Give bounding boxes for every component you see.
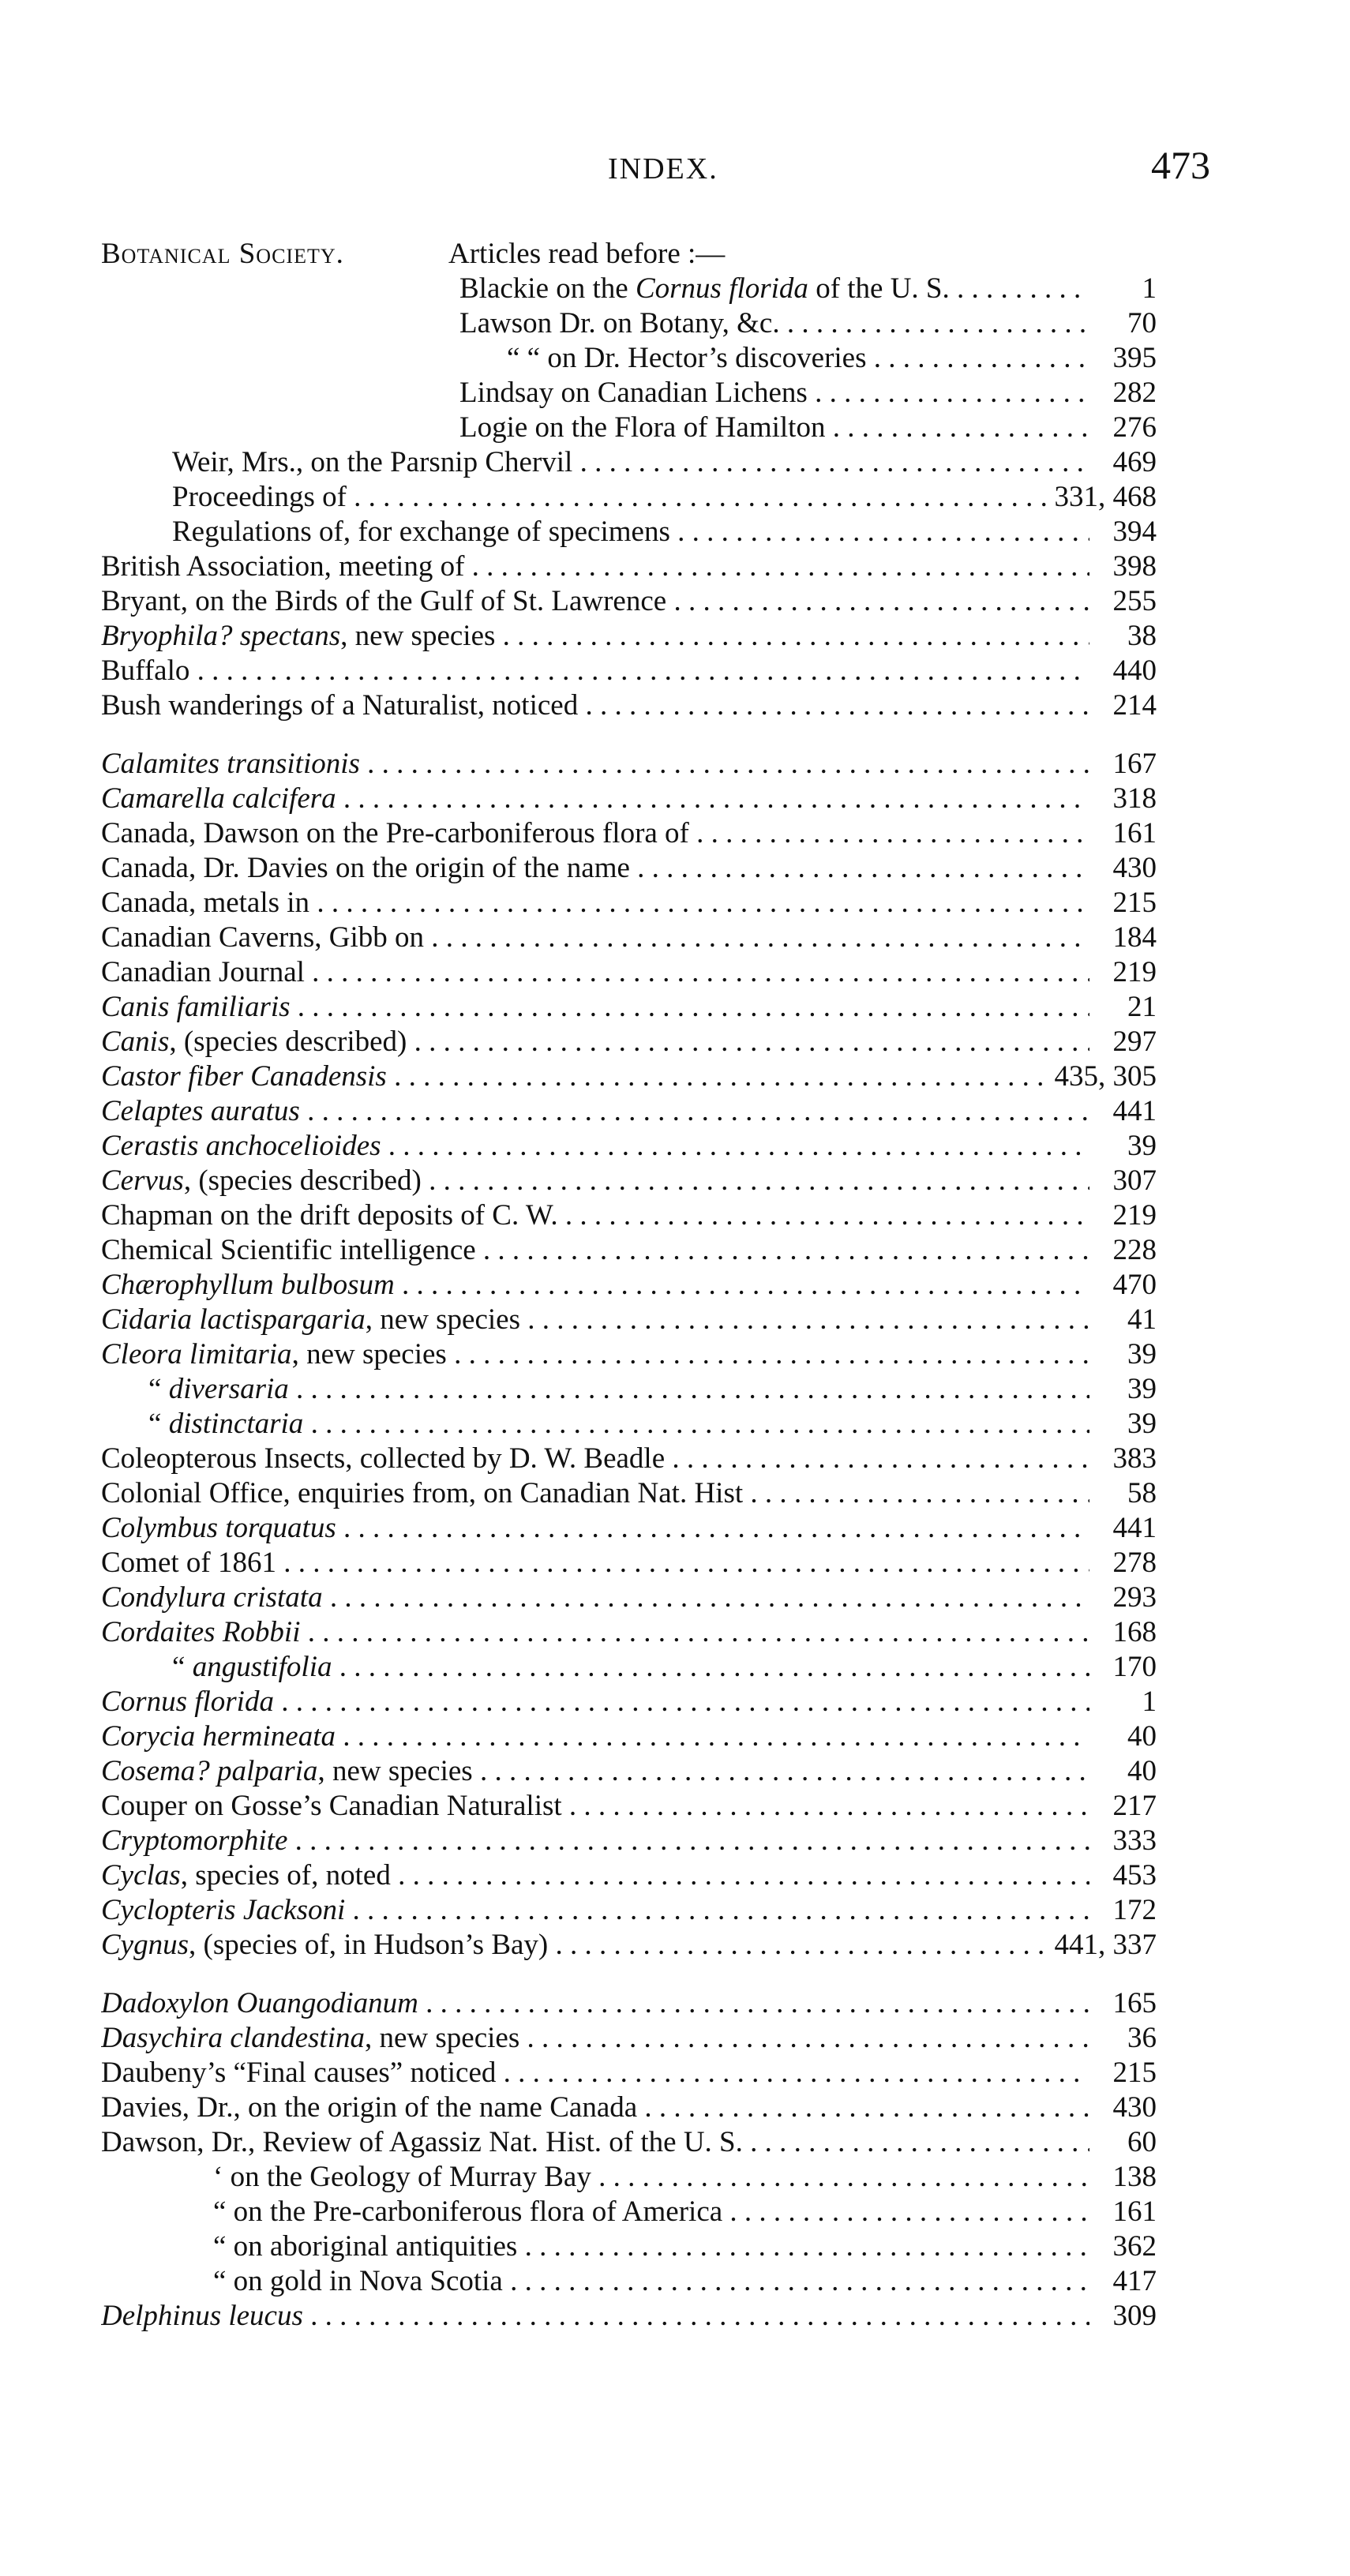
index-entry (0, 1754, 1350, 1789)
entry-text (101, 816, 1089, 851)
entry-text (101, 1893, 1089, 1928)
entry-italic-name: Cerastis anchocelioides (101, 1130, 381, 1162)
index-entry (0, 1546, 1350, 1580)
entry-page-number: 161 (1107, 2195, 1157, 2229)
entry-page-number: 165 (1107, 1986, 1157, 2021)
entry-page-number: 38 (1121, 619, 1157, 654)
entry-page-number: 441, 337 (1048, 1928, 1157, 1963)
entry-italic-name: Castor fiber Canadensis (101, 1060, 387, 1093)
entry-plain-text: Weir, Mrs., on the Parsnip Chervil (172, 446, 573, 478)
entry-page-number: 441 (1107, 1511, 1157, 1546)
entry-page-number: 70 (1121, 306, 1157, 341)
entry-plain-text: “ on aboriginal antiquities (213, 2230, 518, 2263)
entry-italic-name: Cygnus (101, 1929, 189, 1961)
entry-page-number: 1 (1136, 272, 1157, 306)
entry-text (172, 480, 1089, 515)
index-entry (0, 411, 1350, 445)
entry-plain-text: Canada, metals in (101, 887, 310, 919)
index-entry (0, 376, 1350, 411)
entry-page-number: 255 (1107, 584, 1157, 619)
entry-plain-text: Canadian Caverns, Gibb on (101, 921, 424, 954)
index-entry (0, 2229, 1350, 2264)
entry-text (101, 584, 1089, 619)
index-entry (0, 2264, 1350, 2299)
entry-text (459, 411, 1089, 445)
index-entry (0, 619, 1350, 654)
entry-page-number: 168 (1107, 1615, 1157, 1650)
entry-plain-text: “ (148, 1373, 169, 1405)
entry-text (101, 1986, 1089, 2021)
index-entry (0, 341, 1350, 376)
entry-text (213, 2229, 1089, 2264)
entry-trailing-text: , new species (317, 1755, 473, 1787)
entry-italic-name: angustifolia (192, 1651, 332, 1683)
entry-page-number: 331, 468 (1048, 480, 1157, 515)
entry-text (101, 1164, 1089, 1198)
entry-italic-name: Cryptomorphite (101, 1824, 288, 1857)
entry-italic-name: Cordaites Robbii (101, 1616, 301, 1648)
entry-text (101, 2125, 1089, 2160)
entry-italic-name: Cyclopteris Jacksoni (101, 1894, 346, 1926)
entry-text (101, 1824, 1089, 1858)
entry-trailing-text: , new species (364, 2022, 520, 2054)
index-entry (0, 1580, 1350, 1615)
entry-page-number: 417 (1107, 2264, 1157, 2299)
index-entry (0, 1615, 1350, 1650)
entry-page-number: 39 (1121, 1129, 1157, 1164)
entry-page-number: 214 (1107, 688, 1157, 723)
index-entry (0, 272, 1350, 306)
entry-page-number: 217 (1107, 1789, 1157, 1824)
entry-trailing-text: , new species (291, 1338, 447, 1370)
entry-text (101, 1129, 1089, 1164)
entry-text (101, 1094, 1089, 1129)
entry-page-number: 228 (1107, 1233, 1157, 1268)
index-entry (0, 1164, 1350, 1198)
entry-text (172, 515, 1089, 549)
entry-text (213, 2264, 1089, 2299)
index-entry (0, 1789, 1350, 1824)
index-entry (0, 1198, 1350, 1233)
entry-page-number: 362 (1107, 2229, 1157, 2264)
entry-text (101, 747, 1089, 782)
entry-italic-name: Condylura cristata (101, 1581, 323, 1614)
entry-text (101, 851, 1089, 886)
entry-italic-name: Celaptes auratus (101, 1095, 300, 1127)
index-entry (0, 1303, 1350, 1337)
index-entry (0, 1129, 1350, 1164)
entry-page-number: 333 (1107, 1824, 1157, 1858)
entry-page-number: 36 (1121, 2021, 1157, 2056)
entry-italic-name: Cidaria lactispargaria (101, 1303, 366, 1336)
entry-text (101, 2090, 1089, 2125)
entry-page-number: 215 (1107, 886, 1157, 921)
entry-text (101, 1928, 1089, 1963)
entry-page-number: 39 (1121, 1407, 1157, 1442)
entry-text (148, 1407, 1089, 1442)
entry-plain-text: Buffalo (101, 654, 190, 687)
index-entry (0, 1476, 1350, 1511)
entry-page-number: 278 (1107, 1546, 1157, 1580)
entry-plain-text: Canada, Dawson on the Pre-carboniferous flora of (101, 817, 689, 849)
entry-text (101, 955, 1089, 990)
entry-text (101, 1198, 1089, 1233)
entry-text (507, 341, 1089, 376)
entry-italic-name: Cornus florida (101, 1685, 274, 1718)
entry-page-number: 307 (1107, 1164, 1157, 1198)
index-entry (0, 1025, 1350, 1059)
entry-page-number: 219 (1107, 1198, 1157, 1233)
entry-plain-text: Bush wanderings of a Naturalist, noticed (101, 689, 579, 722)
index-entry (0, 851, 1350, 886)
entry-trailing-text: , (species described) (169, 1026, 407, 1058)
entry-text (101, 1511, 1089, 1546)
entry-text (101, 1303, 1089, 1337)
entry-italic-name: Camarella calcifera (101, 782, 336, 815)
entry-page-number: 21 (1121, 990, 1157, 1025)
entry-text (101, 1442, 1089, 1476)
entry-page-number: 453 (1107, 1858, 1157, 1893)
index-entry (0, 2056, 1350, 2090)
entry-plain-text: Canada, Dr. Davies on the origin of the name (101, 852, 630, 884)
entry-plain-text: Canadian Journal (101, 956, 305, 988)
entry-plain-text: Logie on the Flora of Hamilton (459, 411, 826, 444)
botanical-articles-label: Articles read before :— (448, 238, 726, 270)
entry-plain-text: “ (148, 1408, 169, 1440)
entry-italic-name: Cervus (101, 1164, 184, 1197)
entry-page-number: 39 (1121, 1372, 1157, 1407)
index-entry (0, 2160, 1350, 2195)
entry-text (101, 619, 1089, 654)
botanical-articles-subheading (448, 237, 725, 272)
entry-text (101, 1476, 1089, 1511)
entry-text (213, 2160, 1089, 2195)
entry-plain-text: Blackie on the (459, 272, 636, 305)
entry-text (101, 782, 1089, 816)
entry-page-number: 40 (1121, 1719, 1157, 1754)
entry-text (101, 1789, 1089, 1824)
entry-page-number: 282 (1107, 376, 1157, 411)
running-header-title: INDEX. (608, 152, 718, 186)
entry-page-number: 435, 305 (1048, 1059, 1157, 1094)
entry-plain-text: Dawson, Dr., Review of Agassiz Nat. Hist. of the U. S. (101, 2126, 743, 2158)
entry-plain-text: Chapman on the drift deposits of C. W. (101, 1199, 558, 1232)
entry-plain-text: Lindsay on Canadian Lichens (459, 377, 808, 409)
entry-page-number: 293 (1107, 1580, 1157, 1615)
entry-plain-text: Proceedings of (172, 481, 347, 513)
entry-italic-name: Delphinus leucus (101, 2300, 303, 2332)
entry-italic-name: Cleora limitaria (101, 1338, 292, 1370)
entry-page-number: 60 (1121, 2125, 1157, 2160)
entry-plain-text: Couper on Gosse’s Canadian Naturalist (101, 1790, 562, 1822)
entry-text (101, 1025, 1089, 1059)
index-entry (0, 2195, 1350, 2229)
entry-italic-name: Bryophila? spectans (101, 620, 341, 652)
entry-text (101, 1685, 1089, 1719)
entry-text (101, 990, 1089, 1025)
entry-text (172, 445, 1089, 480)
entry-text (101, 654, 1089, 688)
index-entry (0, 306, 1350, 341)
index-entry (0, 2299, 1350, 2334)
index-entry (0, 816, 1350, 851)
entry-text (459, 376, 1089, 411)
entry-trailing-text: , new species (340, 620, 496, 652)
entry-italic-name: diversaria (168, 1373, 289, 1405)
index-entry (0, 1719, 1350, 1754)
entry-italic-name: Dadoxylon Ouangodianum (101, 1987, 418, 2019)
entry-plain-text: Coleopterous Insects, collected by D. W. Beadle (101, 1442, 666, 1475)
entry-text (101, 921, 1089, 955)
index-entry (0, 1268, 1350, 1303)
entry-italic-name: Calamites transitionis (101, 748, 360, 780)
entry-italic-name: Corycia hermineata (101, 1720, 336, 1753)
entry-page-number: 58 (1121, 1476, 1157, 1511)
index-entry (0, 480, 1350, 515)
entry-italic-name: distinctaria (168, 1408, 304, 1440)
entry-text (101, 1615, 1089, 1650)
entry-page-number: 167 (1107, 747, 1157, 782)
entry-text (101, 1546, 1089, 1580)
entry-text (101, 1858, 1089, 1893)
entry-italic-name: Chærophyllum bulbosum (101, 1269, 395, 1301)
entry-page-number: 297 (1107, 1025, 1157, 1059)
entry-page-number: 170 (1107, 1650, 1157, 1685)
entry-page-number: 430 (1107, 851, 1157, 886)
entry-page-number: 1 (1136, 1685, 1157, 1719)
entry-italic-name: Colymbus torquatus (101, 1512, 336, 1544)
index-entry (0, 1893, 1350, 1928)
entry-text (101, 2021, 1089, 2056)
entry-text (101, 2299, 1089, 2334)
index-entry (0, 515, 1350, 549)
entry-plain-text: “ “ on Dr. Hector’s discoveries (507, 342, 867, 374)
entry-page-number: 161 (1107, 816, 1157, 851)
entry-plain-text: Comet of 1861 (101, 1547, 276, 1579)
entry-plain-text: Regulations of, for exchange of specimens (172, 516, 670, 548)
index-entry (0, 886, 1350, 921)
entry-page-number: 184 (1107, 921, 1157, 955)
index-entry (0, 2125, 1350, 2160)
entry-plain-text: ‘ on the Geology of Murray Bay (213, 2161, 591, 2193)
entry-page-number: 41 (1121, 1303, 1157, 1337)
index-entry (0, 1824, 1350, 1858)
entry-text (101, 1719, 1089, 1754)
entry-plain-text: Bryant, on the Birds of the Gulf of St. Lawrence (101, 585, 667, 617)
entry-text (148, 1372, 1089, 1407)
entry-italic-name: Canis familiaris (101, 991, 291, 1023)
entry-page-number: 39 (1121, 1337, 1157, 1372)
index-entry (0, 921, 1350, 955)
entry-plain-text: “ (172, 1651, 193, 1683)
entry-text (172, 1650, 1089, 1685)
entry-italic-name: Cornus florida (635, 272, 808, 305)
entry-page-number: 40 (1121, 1754, 1157, 1789)
index-entry (0, 1094, 1350, 1129)
entry-page-number: 441 (1107, 1094, 1157, 1129)
index-entry (0, 990, 1350, 1025)
index-entry (0, 1372, 1350, 1407)
entry-plain-text: “ on gold in Nova Scotia (213, 2265, 503, 2297)
entry-text (101, 688, 1089, 723)
botanical-society-label: Botanical Society. (101, 238, 344, 270)
entry-italic-name: Cosema? palparia (101, 1755, 318, 1787)
index-entry (0, 2090, 1350, 2125)
entry-plain-text: Lawson Dr. on Botany, &c. (459, 307, 780, 339)
entry-plain-text: “ on the Pre-carboniferous flora of America (213, 2195, 723, 2228)
entry-page-number: 309 (1107, 2299, 1157, 2334)
entry-text (459, 272, 1089, 306)
entry-page-number: 395 (1107, 341, 1157, 376)
entry-page-number: 440 (1107, 654, 1157, 688)
index-entry (0, 1650, 1350, 1685)
entry-trailing-text: , new species (365, 1303, 521, 1336)
index-entry (0, 955, 1350, 990)
entry-page-number: 430 (1107, 2090, 1157, 2125)
index-entry (0, 549, 1350, 584)
entry-page-number: 383 (1107, 1442, 1157, 1476)
entry-text (101, 1337, 1089, 1372)
botanical-society-heading (101, 237, 344, 272)
entry-plain-text: Davies, Dr., on the origin of the name Canada (101, 2091, 638, 2124)
entry-italic-name: Cyclas (101, 1859, 181, 1892)
entry-text (101, 1233, 1089, 1268)
index-entry (0, 445, 1350, 480)
index-entry (0, 1858, 1350, 1893)
index-entry (0, 1407, 1350, 1442)
entry-page-number: 138 (1107, 2160, 1157, 2195)
index-entry (0, 1233, 1350, 1268)
entry-text (101, 1268, 1089, 1303)
index-entry (0, 1337, 1350, 1372)
entry-page-number: 318 (1107, 782, 1157, 816)
index-entry (0, 747, 1350, 782)
entry-page-number: 469 (1107, 445, 1157, 480)
index-entry (0, 1685, 1350, 1719)
entry-text (101, 886, 1089, 921)
entry-plain-text: Colonial Office, enquiries from, on Canadian Nat. Hist (101, 1477, 744, 1509)
entry-text (213, 2195, 1089, 2229)
entry-plain-text: British Association, meeting of (101, 550, 465, 583)
index-entry (0, 1442, 1350, 1476)
index-entry (0, 584, 1350, 619)
entry-page-number: 276 (1107, 411, 1157, 445)
index-entry (0, 1986, 1350, 2021)
entry-text (101, 1580, 1089, 1615)
entry-page-number: 394 (1107, 515, 1157, 549)
entry-italic-name: Canis (101, 1026, 170, 1058)
entry-trailing-text: of the U. S. (808, 272, 950, 305)
entry-text (101, 549, 1089, 584)
entry-trailing-text: , (species described) (183, 1164, 422, 1197)
index-entry (0, 1511, 1350, 1546)
entry-page-number: 215 (1107, 2056, 1157, 2090)
entry-italic-name: Dasychira clandestina (101, 2022, 365, 2054)
entry-plain-text: Chemical Scientific intelligence (101, 1234, 476, 1266)
entry-trailing-text: , (species of, in Hudson’s Bay) (189, 1929, 549, 1961)
entry-page-number: 398 (1107, 549, 1157, 584)
index-entry (0, 1059, 1350, 1094)
entry-trailing-text: , species of, noted (180, 1859, 391, 1892)
page-number: 473 (1151, 143, 1210, 187)
entry-plain-text: Daubeny’s “Final causes” noticed (101, 2057, 497, 2089)
entry-page-number: 172 (1107, 1893, 1157, 1928)
entry-text (101, 2056, 1089, 2090)
index-entry (0, 654, 1350, 688)
entry-text (459, 306, 1089, 341)
entry-text (101, 1059, 1089, 1094)
entry-text (101, 1754, 1089, 1789)
entry-page-number: 470 (1107, 1268, 1157, 1303)
index-entry (0, 2021, 1350, 2056)
entry-page-number: 219 (1107, 955, 1157, 990)
index-entry (0, 1928, 1350, 1963)
index-entry (0, 782, 1350, 816)
index-entry (0, 688, 1350, 723)
